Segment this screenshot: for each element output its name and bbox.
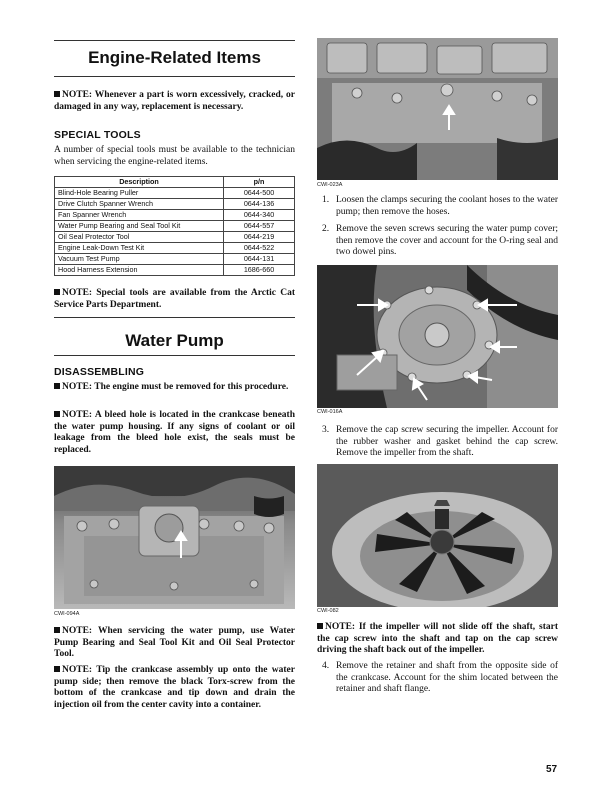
table-cell-description: Engine Leak-Down Test Kit xyxy=(55,243,224,254)
step-number: 3. xyxy=(322,425,330,435)
table-cell-pn: 0644-522 xyxy=(224,243,295,254)
table-cell-pn: 1686-660 xyxy=(224,265,295,276)
section-rule-bottom xyxy=(54,355,295,356)
table-row xyxy=(55,210,295,221)
photo-water-pump-hoses xyxy=(317,38,558,180)
step-text: Loosen the clamps securing the coolant hoses to the water pump; then remove the hoses. xyxy=(336,195,558,217)
step-item xyxy=(322,195,558,218)
note-bullet-icon xyxy=(54,666,60,672)
table-cell-description: Drive Clutch Spanner Wrench xyxy=(55,199,224,210)
page-number: 57 xyxy=(546,764,558,775)
step-number: 2. xyxy=(322,224,330,234)
table-cell-description: Oil Seal Protector Tool xyxy=(55,232,224,243)
table-row xyxy=(55,221,295,232)
table-header-row xyxy=(55,177,295,188)
step-item xyxy=(322,224,558,259)
step-item xyxy=(322,425,558,460)
table-cell-description: Blind-Hole Bearing Puller xyxy=(55,188,224,199)
note-bullet-icon xyxy=(54,289,60,295)
table-cell-pn: 0644-219 xyxy=(224,232,295,243)
table-cell-pn: 0644-131 xyxy=(224,254,295,265)
note-bullet-icon xyxy=(54,411,60,417)
table-row xyxy=(55,232,295,243)
section-title-water-pump: Water Pump xyxy=(125,331,224,350)
table-cell-description: Vacuum Test Pump xyxy=(55,254,224,265)
note-bullet-icon xyxy=(54,627,60,633)
special-tools-intro: A number of special tools must be available to the technician when servicing the engine-related items. xyxy=(54,145,295,167)
figure-caption: CWI-016A xyxy=(317,409,343,415)
step-text: Remove the seven screws securing the water pump cover; then remove the cover and account for the O-ring seal and two dowel pins. xyxy=(336,224,558,258)
photo-crankcase-water-pump xyxy=(54,466,295,609)
note-engine-removed: NOTE: The engine must be removed for this procedure. xyxy=(54,382,295,394)
table-header-description: Description xyxy=(55,177,224,188)
table-cell-pn: 0644-340 xyxy=(224,210,295,221)
section-rule-top xyxy=(54,317,295,318)
table-cell-description: Fan Spanner Wrench xyxy=(55,210,224,221)
table-cell-description: Water Pump Bearing and Seal Tool Kit xyxy=(55,221,224,232)
section-title-engine: Engine-Related Items xyxy=(88,48,261,67)
note-bullet-icon xyxy=(54,383,60,389)
note-bleed-hole: NOTE: A bleed hole is located in the crankcase beneath the water pump housing. If any signs of coolant or oil leakage from the bleed hole exist, the seals must be replaced. xyxy=(54,410,295,455)
note-bullet-icon xyxy=(317,623,323,629)
step-number: 4. xyxy=(322,661,330,671)
section-rule-bottom xyxy=(54,76,295,77)
step-number: 1. xyxy=(322,195,330,205)
step-item xyxy=(322,661,558,696)
figure-caption: CWI-082 xyxy=(317,608,339,614)
table-header-pn: p/n xyxy=(224,177,295,188)
note-special-tools-availability: NOTE: Special tools are available from the Arctic Cat Service Parts Department. xyxy=(54,288,295,310)
step-text: Remove the retainer and shaft from the opposite side of the crankcase. Account for the shim located between the retainer and shaft flange. xyxy=(336,661,558,695)
special-tools-heading: SPECIAL TOOLS xyxy=(54,129,141,141)
special-tools-table xyxy=(54,176,295,276)
step-text: Remove the cap screw securing the impeller. Account for the rubber washer and gasket behind the cap screw. Remove the impeller from the shaft. xyxy=(336,425,558,459)
figure-caption: CWI-094A xyxy=(54,611,80,617)
table-cell-pn: 0644-500 xyxy=(224,188,295,199)
table-row xyxy=(55,188,295,199)
note-tool-kit: NOTE: When servicing the water pump, use Water Pump Bearing and Seal Tool Kit and Oil Seal Protector Tool. xyxy=(54,626,295,660)
table-cell-pn: 0644-557 xyxy=(224,221,295,232)
table-row xyxy=(55,265,295,276)
photo-water-pump-cover-screws xyxy=(317,265,558,408)
disassembling-heading: DISASSEMBLING xyxy=(54,366,145,378)
table-cell-description: Hood Harness Extension xyxy=(55,265,224,276)
note-tip-crankcase: NOTE: Tip the crankcase assembly up onto the water pump side; then remove the black Torx-screw from the bottom of the crankcase and tip down and drain the injection oil from the center cavity into a container. xyxy=(54,665,295,710)
table-cell-pn: 0644-136 xyxy=(224,199,295,210)
table-row xyxy=(55,243,295,254)
figure-caption: CWI-023A xyxy=(317,182,343,188)
section-rule-top xyxy=(54,40,295,41)
note-replacement: NOTE: Whenever a part is worn excessively, cracked, or damaged in any way, replacement is necessary. xyxy=(54,90,295,112)
note-bullet-icon xyxy=(54,91,60,97)
photo-impeller xyxy=(317,464,558,607)
table-row xyxy=(55,199,295,210)
table-row xyxy=(55,254,295,265)
note-impeller: NOTE: If the impeller will not slide off the shaft, start the cap screw into the shaft and tap on the cap screw driving the shaft back out of the impeller. xyxy=(317,622,558,656)
